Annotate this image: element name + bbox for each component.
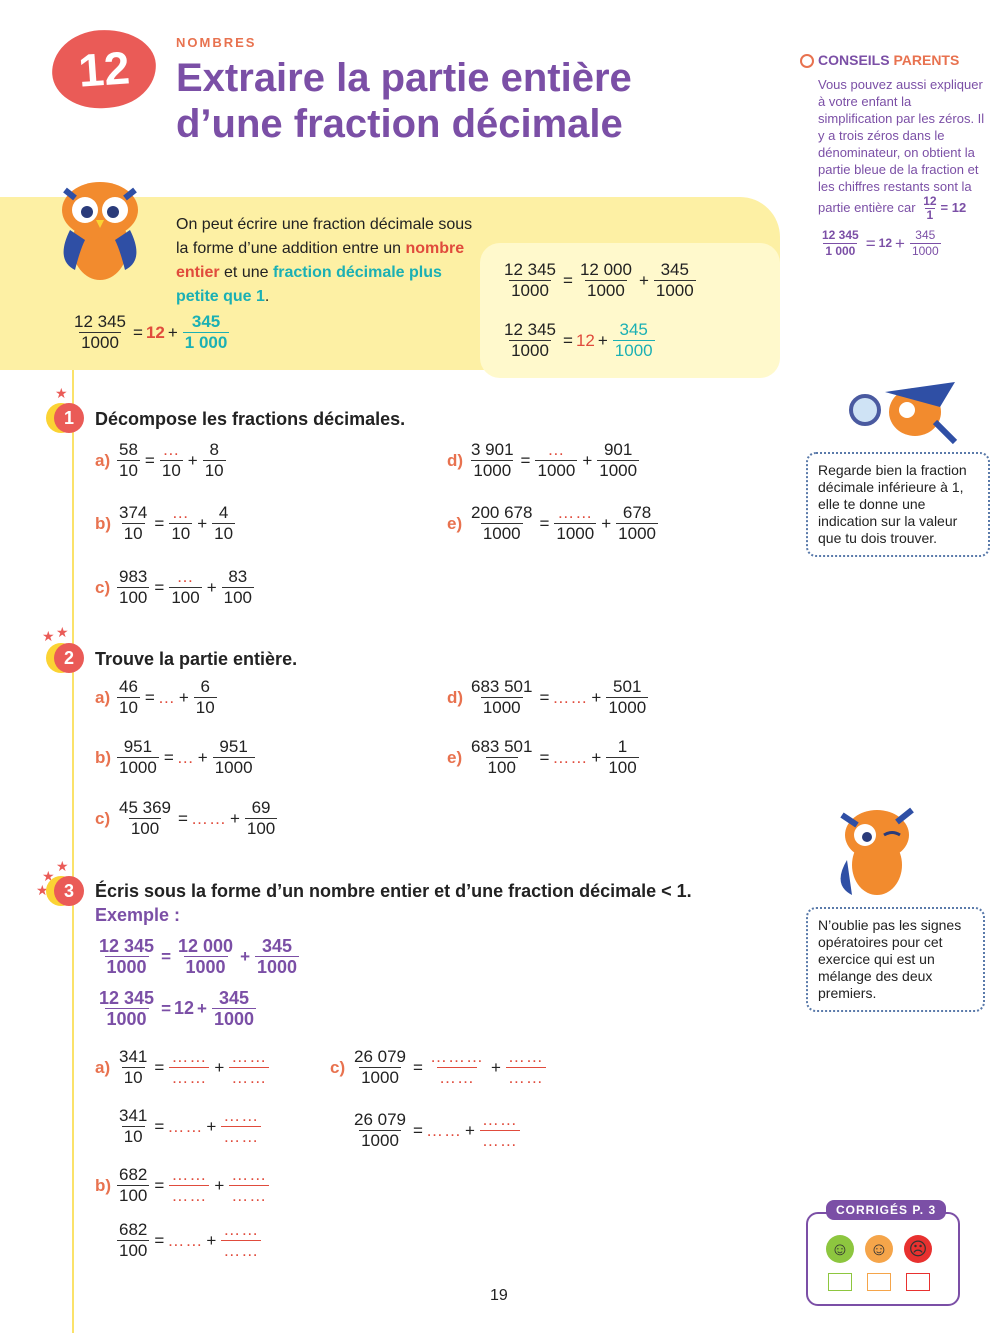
- answer-blank[interactable]: $\frac{\dots\dots}{\dots\dots}$: [171, 1165, 208, 1205]
- title-line-1: Extraire la partie entière: [176, 56, 632, 100]
- hint-bubble-2: N’oublie pas les signes opératoires pour cet exercice qui est un mélange des deux premiers.: [806, 907, 985, 1012]
- ex2-item-a: a) $\frac{46}{10}$ = … + $\frac{6}{10}$: [95, 677, 215, 717]
- checkbox-medium[interactable]: [867, 1273, 891, 1291]
- margin-line: [72, 370, 74, 1333]
- fraction: $\frac{12 345}{1000}$: [74, 312, 126, 352]
- ex1-item-a: a) $\frac{58}{10}$ = $\frac{\dots}{10}$ + $\frac{8}{10}$: [95, 440, 224, 480]
- answer-blank[interactable]: …: [157, 687, 176, 707]
- owl-magnifier-illustration: [845, 372, 965, 452]
- checkbox-bad[interactable]: [906, 1273, 930, 1291]
- rule-text: [176, 213, 476, 309]
- neutral-face-icon: ☺: [865, 1235, 893, 1263]
- exercise-1-number: 1: [54, 403, 84, 433]
- answer-blank[interactable]: ……: [552, 687, 589, 707]
- difficulty-star-icon: ★: [56, 858, 69, 874]
- corrections-label: CORRIGÉS P. 3: [826, 1200, 946, 1220]
- answer-blank[interactable]: $\frac{\dots}{100}$: [171, 567, 200, 607]
- answer-blank[interactable]: $\frac{\dots\dots}{\dots\dots}$: [507, 1047, 544, 1087]
- rule-formula: $\frac{12 345}{1000}$ = 12 + $\frac{345}{1 000}$: [74, 312, 228, 352]
- hint-bubble-1: Regarde bien la fraction décimale inférieure à 1, elle te donne une indication sur la valeur que tu dois trouver.: [806, 452, 990, 557]
- answer-blank[interactable]: ……: [190, 808, 227, 828]
- rule-example-1: $\frac{12 345}{1000}$ = $\frac{12 000}{1000}$ + $\frac{345}{1000}$: [504, 260, 694, 300]
- answer-blank[interactable]: …: [176, 747, 195, 767]
- difficulty-star-icon: ★: [42, 628, 55, 644]
- ex3-item-a-line-1: a) $\frac{341}{10}$ = $\frac{\dots\dots}{\dots\dots}$ + $\frac{\dots\dots}{\dots\dots}$: [95, 1047, 268, 1087]
- page-number: 19: [490, 1287, 508, 1304]
- example-line-2: $\frac{12 345}{1000}$ = 12 + $\frac{345}{1000}$: [99, 988, 255, 1029]
- fraction: $\frac{345}{1 000}$: [184, 312, 228, 352]
- answer-blank[interactable]: $\frac{\dots\dots}{\dots\dots}$: [223, 1106, 260, 1146]
- answer-blank[interactable]: ……: [425, 1120, 462, 1140]
- difficulty-star-icon: ★: [55, 385, 68, 401]
- lesson-number: 12: [76, 41, 132, 97]
- ex3-item-a-line-2: $\frac{341}{10}$ = …… + $\frac{\dots\dots}{\dots\dots}$: [119, 1106, 260, 1146]
- page-title: [176, 55, 736, 147]
- example-line-1: $\frac{12 345}{1000}$ = $\frac{12 000}{1000}$ + $\frac{345}{1000}$: [99, 936, 298, 977]
- answer-blank[interactable]: $\frac{\dots\dots}{1000}$: [556, 503, 595, 543]
- difficulty-star-icon: ★: [36, 882, 49, 898]
- tips-bullet-icon: [800, 54, 814, 68]
- ex3-item-b-line-1: b) $\frac{682}{100}$ = $\frac{\dots\dots}{\dots\dots}$ + $\frac{\dots\dots}{\dots\dots}$: [95, 1165, 268, 1205]
- answer-blank[interactable]: $\frac{\dots\dots\dots}{\dots\dots}$: [429, 1047, 484, 1087]
- ex1-item-d: d) $\frac{3 901}{1000}$ = $\frac{\dots}{1000}$ + $\frac{901}{1000}$: [447, 440, 638, 480]
- answer-blank[interactable]: $\frac{\dots}{10}$: [161, 440, 181, 480]
- rule-example-2: $\frac{12 345}{1000}$ = 12 + $\frac{345}{1000}$: [504, 320, 653, 360]
- answer-blank[interactable]: ……: [552, 747, 589, 767]
- rule-text-part: On peut écrire une fraction décimale sous la forme d’une addition entre un: [176, 216, 473, 257]
- checkbox-good[interactable]: [828, 1273, 852, 1291]
- ex3-item-c-line-2: $\frac{26 079}{1000}$ = …… + $\frac{\dots\dots}{\dots\dots}$: [354, 1110, 518, 1150]
- answer-blank[interactable]: $\frac{\dots}{1000}$: [537, 440, 576, 480]
- answer-blank[interactable]: $\frac{\dots\dots}{\dots\dots}$: [231, 1165, 268, 1205]
- ex3-item-c-line-1: c) $\frac{26 079}{1000}$ = $\frac{\dots\dots\dots}{\dots\dots}$ + $\frac{\dots\dots}{\dots\dots}$: [330, 1047, 544, 1087]
- ex2-item-e: e) $\frac{683 501}{100}$ = …… + $\frac{1}{100}$: [447, 737, 637, 777]
- ex1-item-c: c) $\frac{983}{100}$ = $\frac{\dots}{100}$ + $\frac{83}{100}$: [95, 567, 252, 607]
- rule-text-part: et une: [219, 264, 273, 281]
- ex1-item-e: e) $\frac{200 678}{1000}$ = $\frac{\dots\dots}{1000}$ + $\frac{678}{1000}$: [447, 503, 656, 543]
- tips-text: Vous pouvez aussi expliquer à votre enfant la simplification par les zéros. Il y a trois zéros dans le dénominateur, on obtient la partie bleue de la fraction et les chiffres restants sont la partie entière car $\frac{12}{1}$ = 12 $\frac{12 345}{1 000}$ = 12 + $\frac{345}{1000}$: [818, 77, 985, 258]
- answer-blank[interactable]: $\frac{\dots\dots}{\dots\dots}$: [223, 1220, 260, 1260]
- rule-integer-term: nombre entier: [176, 240, 465, 281]
- example-label: Exemple :: [95, 905, 181, 925]
- exercise-1-title: Décompose les fractions décimales.: [95, 409, 406, 429]
- ex2-item-d: d) $\frac{683 501}{1000}$ = …… + $\frac{501}{1000}$: [447, 677, 647, 717]
- ex3-item-b-line-2: $\frac{682}{100}$ = …… + $\frac{\dots\dots}{\dots\dots}$: [119, 1220, 260, 1260]
- exercise-3-number: 3: [54, 876, 84, 906]
- owl-illustration: [50, 170, 150, 290]
- answer-blank[interactable]: ……: [167, 1116, 204, 1136]
- answer-blank[interactable]: $\frac{\dots\dots}{\dots\dots}$: [231, 1047, 268, 1087]
- section-label: NOMBRES: [176, 35, 257, 50]
- exercise-2-title: Trouve la partie entière.: [95, 649, 298, 669]
- answer-blank[interactable]: $\frac{\dots}{10}$: [171, 503, 191, 543]
- happy-face-icon: ☺: [826, 1235, 854, 1263]
- answer-blank[interactable]: $\frac{\dots\dots}{\dots\dots}$: [481, 1110, 518, 1150]
- rule-text-part: .: [264, 288, 270, 305]
- exercise-3-title: Écris sous la forme d’un nombre entier et d’une fraction décimale < 1.: [95, 881, 692, 901]
- title-line-2: d’une fraction décimale: [176, 102, 623, 146]
- rule-fraction-term: fraction décimale plus petite que 1: [176, 264, 442, 305]
- lesson-number-badge: [49, 26, 158, 111]
- ex1-item-b: b) $\frac{374}{10}$ = $\frac{\dots}{10}$ + $\frac{4}{10}$: [95, 503, 234, 543]
- exercise-2-number: 2: [54, 643, 84, 673]
- answer-blank[interactable]: $\frac{\dots\dots}{\dots\dots}$: [171, 1047, 208, 1087]
- tips-title: CONSEILS PARENTS: [818, 52, 960, 68]
- answer-blank[interactable]: ……: [167, 1230, 204, 1250]
- owl-wink-illustration: [832, 800, 922, 910]
- ex2-item-c: c) $\frac{45 369}{100}$ = …… + $\frac{69}{100}$: [95, 798, 276, 838]
- ex2-item-b: b) $\frac{951}{1000}$ = … + $\frac{951}{1000}$: [95, 737, 253, 777]
- difficulty-star-icon: ★: [56, 624, 69, 640]
- difficulty-star-icon: ★: [42, 868, 55, 884]
- sad-face-icon: ☹: [904, 1235, 932, 1263]
